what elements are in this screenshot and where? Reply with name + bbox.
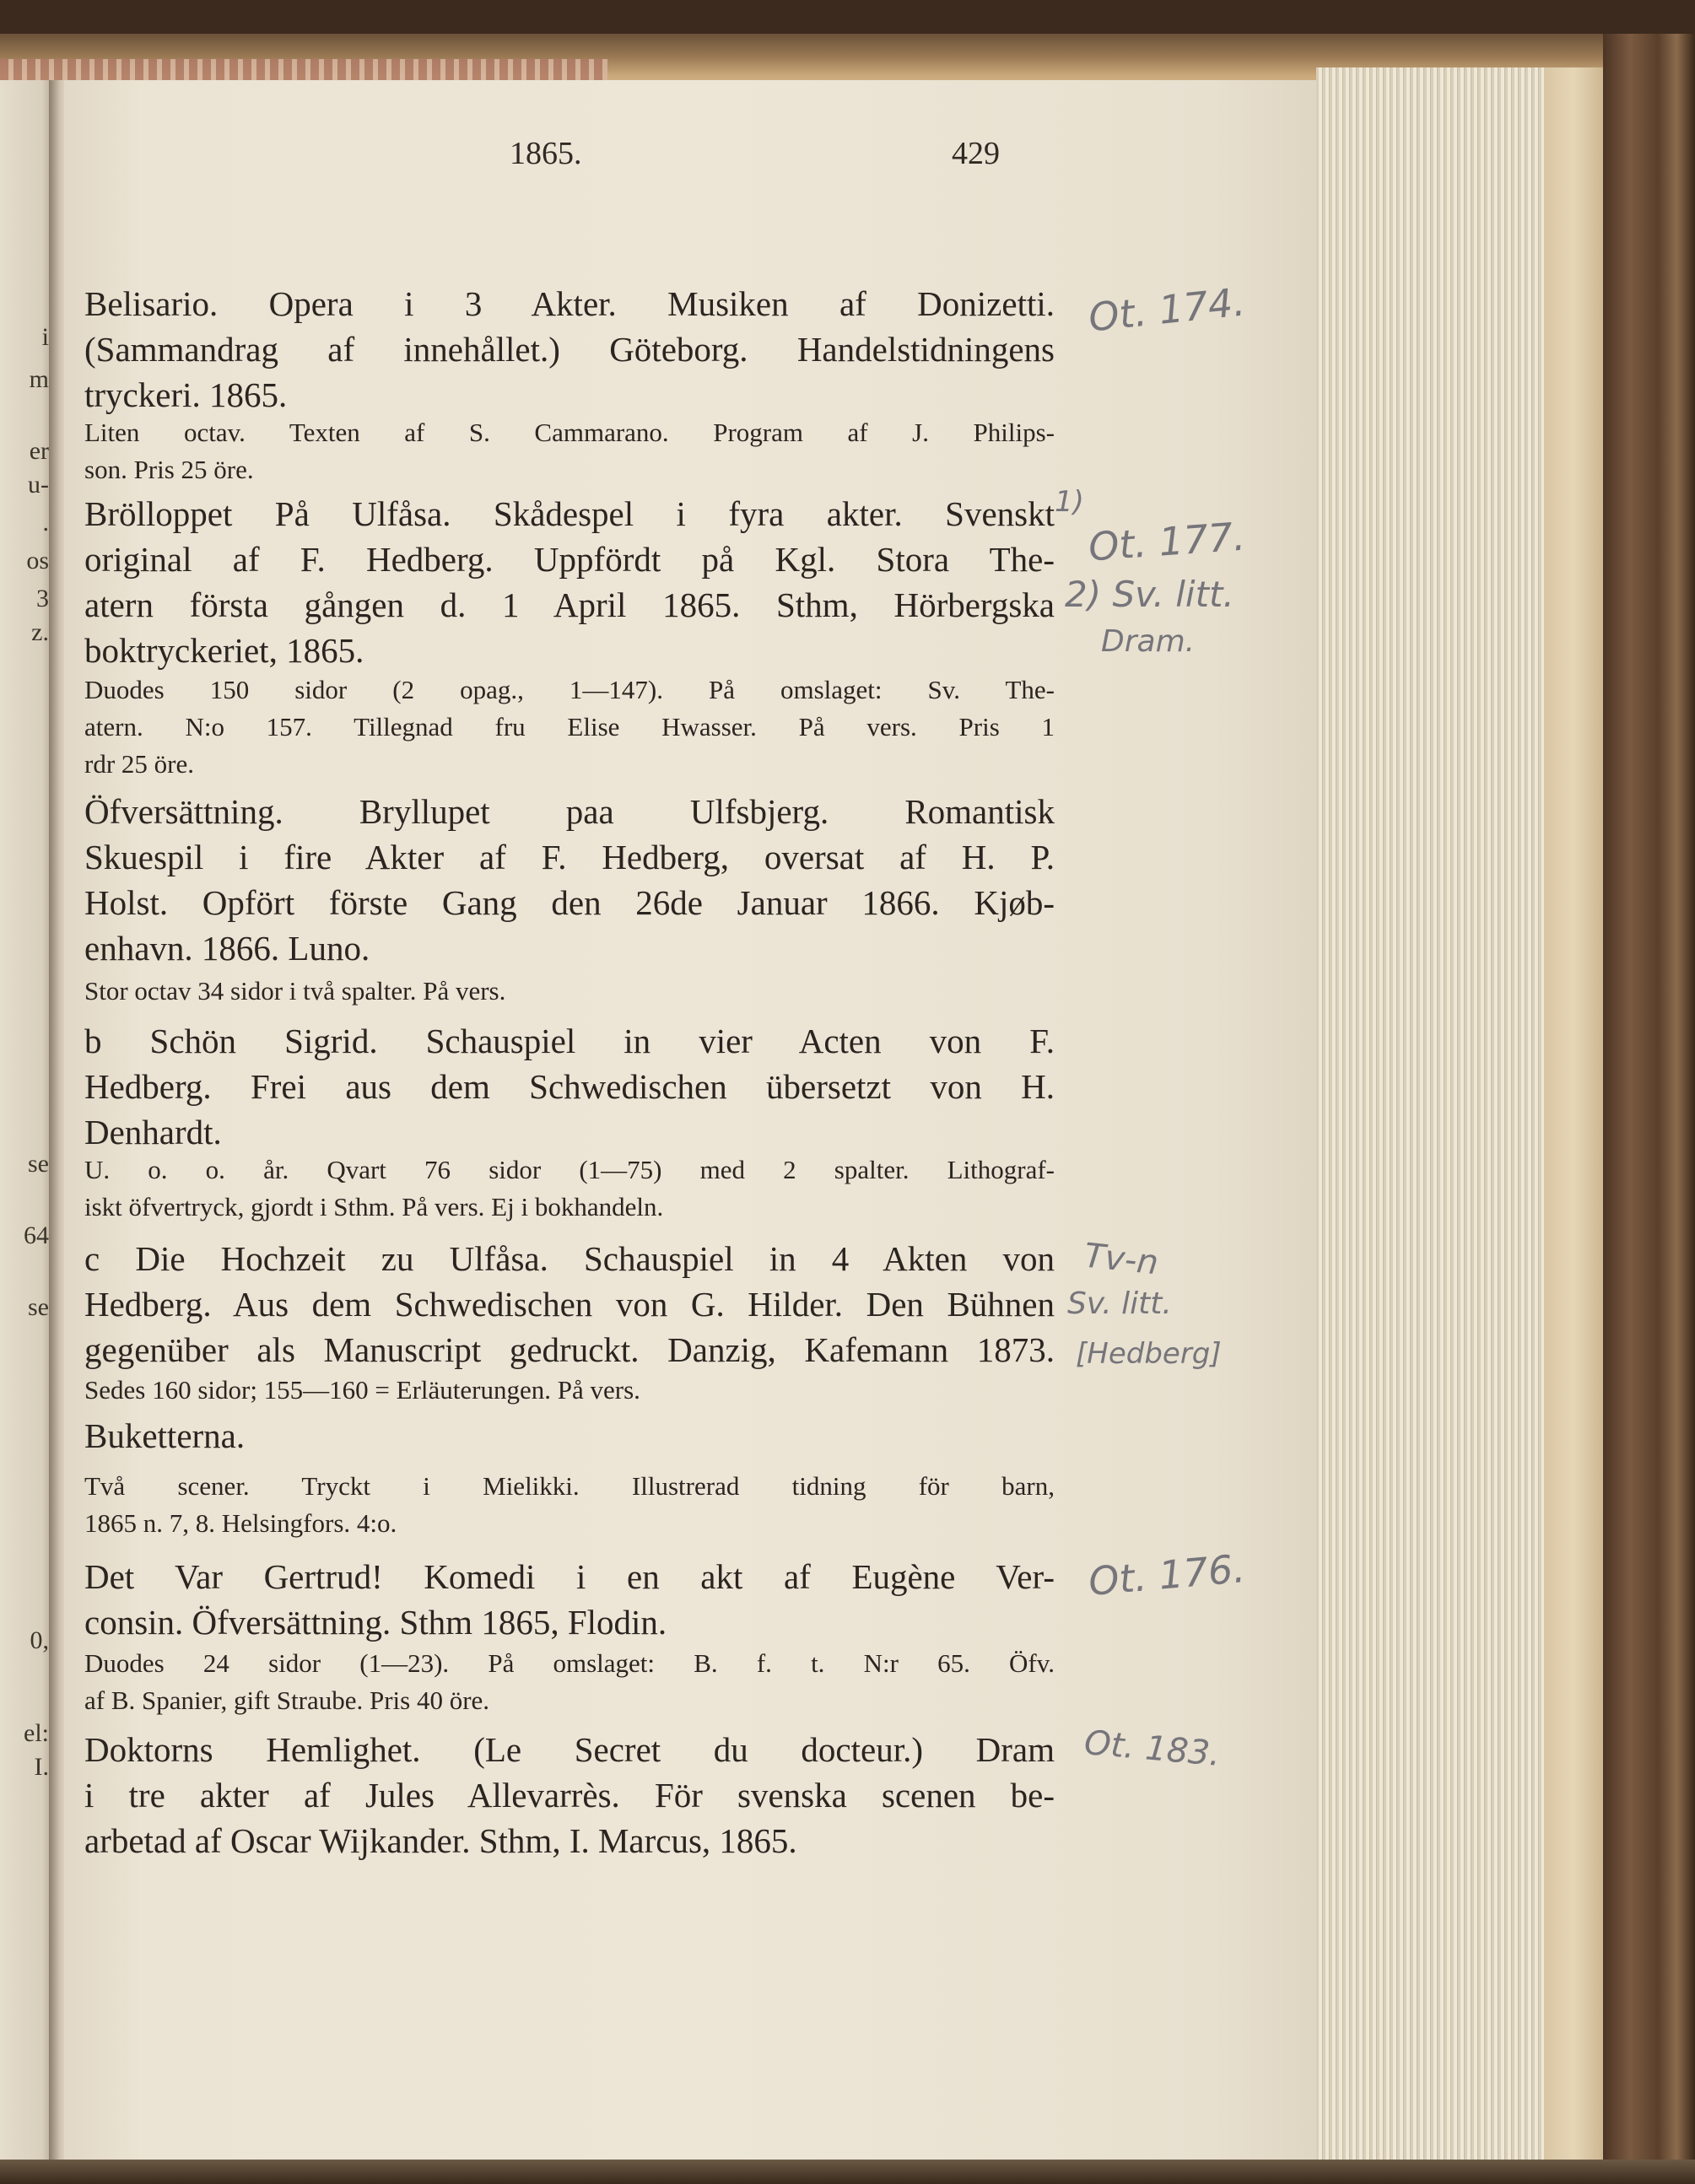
text-line: Hedberg. Frei aus dem Schwedischen übersetzt von H. (84, 1067, 1055, 1106)
text-line: enhavn. 1866. Luno. (84, 929, 370, 968)
pencil-annotation: [Hedberg] (1076, 1337, 1222, 1371)
margin-fragment: I. (34, 1753, 49, 1781)
margin-fragment: 3 (36, 585, 49, 612)
text-line: (Sammandrag af innehållet.) Göteborg. Handelstidningens (84, 330, 1055, 369)
book-bottom-edge (0, 2160, 1695, 2184)
entry-brolloppet-title (84, 491, 1055, 673)
entry-ofversattning-title (84, 789, 1055, 971)
text-line: Det Var Gertrud! Komedi i en akt af Eugène Ver- (84, 1557, 1055, 1596)
text-line: Liten octav. Texten af S. Cammarano. Program af J. Philips- (84, 418, 1055, 447)
text-line: Denhardt. (84, 1113, 222, 1151)
text-line: Öfversättning. Bryllupet paa Ulfsbjerg. Romantisk (84, 792, 1055, 831)
text-line: Brölloppet På Ulfåsa. Skådespel i fyra akter. Svenskt (84, 494, 1055, 533)
entry-schon-sigrid-note (84, 1151, 1055, 1226)
text-line: c Die Hochzeit zu Ulfåsa. Schauspiel in 4 Akten von (84, 1239, 1055, 1278)
text-line: iskt öfvertryck, gjordt i Sthm. På vers. Ej i bokhandeln. (84, 1192, 664, 1221)
text-line: original af F. Hedberg. Uppfördt på Kgl. Stora The- (84, 540, 1055, 579)
text-line: i tre akter af Jules Allevarrès. För svenska scenen be- (84, 1776, 1055, 1815)
margin-fragment: i (41, 323, 49, 351)
pencil-annotation: Tv-n (1082, 1236, 1161, 1283)
text-line: atern första gången d. 1 April 1865. Sthm, Hörbergska (84, 585, 1055, 624)
entry-buketterna-note (84, 1468, 1055, 1542)
book-cover (1603, 34, 1695, 2184)
margin-fragment: z. (31, 618, 49, 646)
text-line: arbetad af Oscar Wijkander. Sthm, I. Marcus, 1865. (84, 1821, 797, 1860)
margin-fragment: m (29, 365, 49, 393)
pencil-annotation: 2) Sv. litt. (1065, 574, 1234, 615)
text-line: Duodes 24 sidor (1—23). På omslaget: B. f. t. N:r 65. Öfv. (84, 1648, 1055, 1678)
text-line: b Schön Sigrid. Schauspiel in vier Acten von F. (84, 1022, 1055, 1060)
page-number: 429 (952, 136, 1000, 171)
text-line: Sedes 160 sidor; 155—160 = Erläuterungen. På vers. (84, 1375, 640, 1405)
bookmark-strip (1544, 67, 1603, 2160)
margin-fragment: se (28, 1293, 49, 1321)
text-line: tryckeri. 1865. (84, 375, 288, 414)
entry-doktorns-title (84, 1727, 1055, 1863)
margin-fragment: 0, (30, 1626, 49, 1654)
pencil-annotation: Ot. 183. (1082, 1723, 1223, 1774)
entry-belisario-note (84, 414, 1055, 488)
text-line: gegenüber als Manuscript gedruckt. Danzig, Kafemann 1873. (84, 1330, 1055, 1369)
text-line: Belisario. Opera i 3 Akter. Musiken af Donizetti. (84, 284, 1055, 323)
margin-fragment: el: (24, 1719, 49, 1747)
pencil-annotation: Dram. (1101, 624, 1196, 659)
margin-fragment: . (42, 509, 49, 537)
text-line: atern. N:o 157. Tillegnad fru Elise Hwasser. På vers. Pris 1 (84, 712, 1055, 741)
text-line: Två scener. Tryckt i Mielikki. Illustrerad tidning för barn, (84, 1471, 1055, 1501)
entry-belisario-title (84, 281, 1055, 418)
pencil-annotation: Ot. 177. (1087, 513, 1247, 570)
text-line: af B. Spanier, gift Straube. Pris 40 öre. (84, 1685, 490, 1715)
pencil-annotation: Ot. 176. (1087, 1545, 1247, 1604)
text-line: consin. Öfversättning. Sthm 1865, Flodin. (84, 1603, 667, 1642)
entry-hochzeit-title (84, 1236, 1055, 1372)
text-line: Skuespil i fire Akter af F. Hedberg, oversat af H. P. (84, 838, 1055, 876)
margin-fragment: er (29, 437, 49, 465)
text-line: Hedberg. Aus dem Schwedischen von G. Hilder. Den Bühnen (84, 1285, 1055, 1324)
text-line: son. Pris 25 öre. (84, 455, 254, 484)
pencil-annotation: 1) (1055, 485, 1084, 519)
text-line: Stor octav 34 sidor i två spalter. På vers. (84, 976, 506, 1006)
text-line: Doktorns Hemlighet. (Le Secret du docteur.) Dram (84, 1730, 1055, 1769)
text-line: rdr 25 öre. (84, 749, 194, 779)
entry-gertrud-title (84, 1554, 1055, 1645)
entry-brolloppet-note (84, 671, 1055, 783)
entry-ofversattning-note (84, 973, 1055, 1010)
entry-gertrud-note (84, 1645, 1055, 1719)
left-page-fragment (0, 80, 52, 2172)
entry-schon-sigrid-title (84, 1018, 1055, 1155)
text-line: Buketterna. (84, 1416, 246, 1455)
text-line: Holst. Opfört förste Gang den 26de Januar 1866. Kjøb- (84, 883, 1055, 922)
pencil-annotation: Ot. 174. (1086, 278, 1248, 341)
text-line: Duodes 150 sidor (2 opag., 1—147). På omslaget: Sv. The- (84, 675, 1055, 704)
margin-fragment: se (28, 1150, 49, 1178)
entry-hochzeit-note (84, 1372, 1055, 1409)
margin-fragment: u- (28, 471, 49, 499)
entry-buketterna-title (84, 1413, 1055, 1459)
text-line: U. o. o. år. Qvart 76 sidor (1—75) med 2 spalter. Lithograf- (84, 1155, 1055, 1184)
pencil-annotation: Sv. litt. (1067, 1286, 1172, 1321)
text-line: 1865 n. 7, 8. Helsingfors. 4:o. (84, 1508, 397, 1538)
page-block-edges (1316, 67, 1544, 2160)
text-line: boktryckeriet, 1865. (84, 631, 364, 670)
running-head-year: 1865. (510, 136, 582, 171)
margin-fragment: 64 (24, 1221, 49, 1249)
margin-fragment: os (26, 547, 49, 574)
